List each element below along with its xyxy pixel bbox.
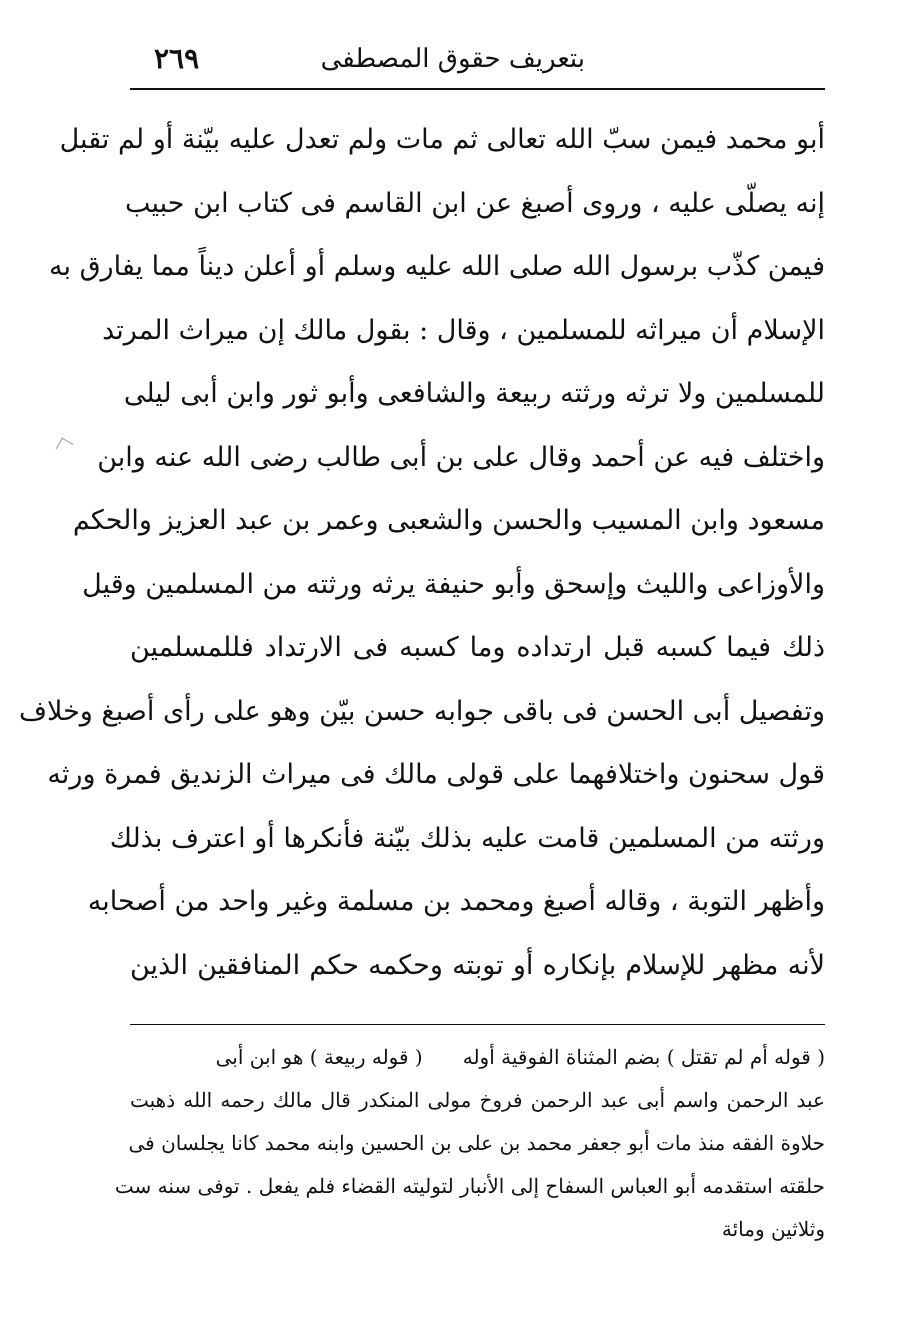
footnote-line: وثلاثين ومائة [721,1217,825,1241]
text-line: الإسلام أن ميراثه للمسلمين ، وقال : بقول مالك إن ميراث المرتد [102,314,825,346]
text-line: ورثته من المسلمين قامت عليه بذلك بيّنة فأنكرها أو اعترف بذلك [109,822,825,854]
footnote-line: حلاوة الفقه منذ مات أبو جعفر محمد بن على بن الحسين وابنه محمد كانا يجلسان فى [128,1131,825,1155]
footnote-entry: ( قوله ربيعة ) هو ابن أبى [215,1045,423,1069]
text-line: ذلك فيما كسبه قبل ارتداده وما كسبه فى الارتداد فللمسلمين [130,632,825,663]
text-line: أبو محمد فيمن سبّ الله تعالى ثم مات ولم تعدل عليه بيّنة أو لم تقبل [59,124,825,155]
page-header [130,40,825,86]
footnote-entry: ( قوله أم لم تقتل ) بضم المثناة الفوقية أوله [462,1045,825,1069]
main-text [19,108,825,997]
footnote-line: عبد الرحمن واسم أبى عبد الرحمن فروخ مولى المنكدر قال مالك رحمه الله ذهبت [130,1088,825,1112]
footnote-rule [130,1024,825,1025]
footnotes [114,1036,825,1251]
text-line: والأوزاعى والليث وإسحق وأبو حنيفة يرثه ورثته من المسلمين وقيل [82,568,825,600]
margin-mark [56,438,74,456]
text-line: لأنه مظهر للإسلام بإنكاره أو توبته وحكمه حكم المنافقين الذين [130,949,825,981]
text-line: مسعود وابن المسيب والحسن والشعبى وعمر بن عبد العزيز والحكم [72,505,825,536]
text-line: واختلف فيه عن أحمد وقال على بن أبى طالب رضى الله عنه وابن [97,441,825,473]
text-line: فيمن كذّب برسول الله صلى الله عليه وسلم أو أعلن ديناً مما يفارق به [49,251,825,282]
text-line: قول سحنون واختلافهما على قولى مالك فى ميراث الزنديق فمرة ورثه [47,759,825,790]
running-title: بتعريف حقوق المصطفى [320,44,585,74]
text-line: للمسلمين ولا ترثه ورثته ربيعة والشافعى وأبو ثور وابن أبى ليلى [123,378,825,409]
text-line: وتفصيل أبى الحسن فى باقى جوابه حسن بيّن وهو على رأى أصبغ وخلاف [19,695,825,727]
footnote-line [130,1036,825,1079]
text-line: إنه يصلّى عليه ، وروى أصبغ عن ابن القاسم فى كتاب ابن حبيب [125,187,825,219]
page-number: ٢٦٩ [154,42,200,75]
text-line: وأظهر التوبة ، وقاله أصبغ ومحمد بن مسلمة وغير واحد من أصحابه [87,886,825,917]
footnote-line: حلقته استقدمه أبو العباس السفاح إلى الأنبار لتوليته القضاء فلم يفعل . توفى سنه ست [114,1174,825,1198]
header-rule [130,88,825,90]
